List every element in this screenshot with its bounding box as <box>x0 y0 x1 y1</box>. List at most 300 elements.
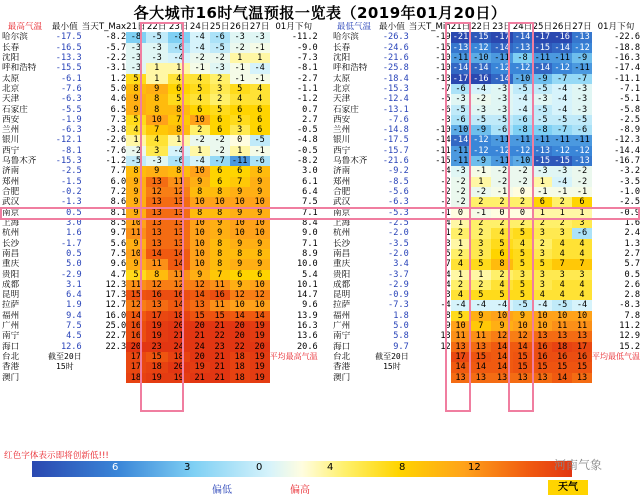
forecast-cell: -2 <box>572 166 592 176</box>
forecast-cell: 1 <box>168 63 190 73</box>
forecast-cell: 13 <box>146 218 168 228</box>
forecast-cell: 9 <box>126 94 146 104</box>
today-value: 4.7 <box>110 269 127 280</box>
forecast-cell: -12 <box>470 43 491 53</box>
today-value: -5.7 <box>105 42 127 53</box>
late-jan-value: -17.4 <box>614 63 640 74</box>
min-header-cell: 最低气温 <box>336 22 372 32</box>
forecast-cell: 13 <box>513 373 533 383</box>
forecast-cell: 5 <box>513 290 533 300</box>
forecast-cell: 5 <box>532 259 552 269</box>
min-table <box>333 22 640 383</box>
city-name: 呼和浩特 <box>2 63 37 74</box>
city-name: 南京 <box>333 207 351 218</box>
min-row <box>333 156 640 166</box>
today-value: -2 <box>440 197 451 208</box>
record-min-value: 4.5 <box>66 331 82 342</box>
late-jan-value: -1.1 <box>296 83 318 94</box>
forecast-cell: 10 <box>451 321 471 331</box>
forecast-cell: 6 <box>210 177 230 187</box>
forecast-cell: -2 <box>210 135 230 145</box>
forecast-cell: 10 <box>532 311 552 321</box>
forecast-cell: 0 <box>451 208 471 218</box>
forecast-cell: -2 <box>491 177 512 187</box>
record-min-value: -13.3 <box>55 52 82 63</box>
forecast-cell: 17 <box>126 352 146 362</box>
forecast-cell: 20 <box>250 342 270 352</box>
forecast-cell: 21 <box>168 331 190 341</box>
forecast-cell: 5 <box>190 84 210 94</box>
forecast-cell: 5 <box>491 290 512 300</box>
forecast-cell: 23 <box>210 342 230 352</box>
forecast-cell: 9 <box>513 311 533 321</box>
forecast-cell: 10 <box>126 249 146 259</box>
record-min-value: -3.7 <box>388 269 409 280</box>
forecast-cell: 12 <box>513 331 533 341</box>
min-row <box>333 373 640 383</box>
forecast-cell: 9 <box>250 239 270 249</box>
forecast-cell: -16 <box>552 32 572 42</box>
late-jan-value <box>270 373 318 383</box>
min-row <box>333 115 640 125</box>
forecast-cell: 3 <box>470 239 491 249</box>
forecast-cell: 13 <box>146 208 168 218</box>
forecast-cell: 1 <box>190 146 210 156</box>
forecast-cell: 15 <box>190 311 210 321</box>
late-jan-value: 13.6 <box>296 331 318 342</box>
forecast-cell: 20 <box>190 321 210 331</box>
today-value: -14 <box>435 135 451 146</box>
forecast-cell: -14 <box>491 43 512 53</box>
forecast-cell: -4 <box>552 84 572 94</box>
forecast-cell: 1 <box>146 74 168 84</box>
forecast-cell: 21 <box>210 373 230 383</box>
today-value: 4 <box>445 217 451 228</box>
forecast-cell: 6 <box>190 105 210 115</box>
late-jan-value: 11.2 <box>619 321 640 332</box>
forecast-cell: -17 <box>491 32 512 42</box>
forecast-cell: 10 <box>146 115 168 125</box>
forecast-cell: 10 <box>126 218 146 228</box>
record-min-value: -18.4 <box>382 73 409 84</box>
forecast-cell: 8 <box>126 166 146 176</box>
forecast-cell: 15 <box>146 352 168 362</box>
forecast-cell: 13 <box>146 300 168 310</box>
record-min-value: -2.9 <box>388 279 409 290</box>
forecast-cell: 20 <box>126 342 146 352</box>
city-name: 南京 <box>2 207 20 218</box>
min-row <box>333 32 640 42</box>
late-jan-value: -0.5 <box>296 145 318 156</box>
today-value: -5 <box>440 94 451 105</box>
city-name: 香港 <box>333 362 351 373</box>
forecast-cell: 12 <box>190 280 210 290</box>
forecast-cell: -4 <box>451 300 471 310</box>
forecast-cell: -3 <box>572 94 592 104</box>
forecast-cell: 18 <box>230 352 250 362</box>
forecast-cell: 6 <box>532 197 552 207</box>
late-jan-value: -3.2 <box>619 166 640 177</box>
late-jan-value: 2.7 <box>302 114 318 125</box>
forecast-cell: 8 <box>230 249 250 259</box>
late-jan-value: -8.3 <box>619 300 640 311</box>
forecast-cell: -8 <box>513 125 533 135</box>
forecast-cell: 24 <box>168 342 190 352</box>
forecast-cell: -15 <box>552 156 572 166</box>
forecast-cell: 11 <box>210 300 230 310</box>
forecast-cell: 10 <box>230 218 250 228</box>
forecast-cell: 12 <box>146 187 168 197</box>
forecast-cell: -4 <box>513 94 533 104</box>
forecast-cell: -1 <box>230 63 250 73</box>
colorbar-tick: 6 <box>112 462 119 473</box>
forecast-cell: 18 <box>168 311 190 321</box>
max-header-cell: 22日 <box>146 22 167 32</box>
city-name: 武汉 <box>333 197 351 208</box>
max-header-cell: 21日 <box>126 22 146 32</box>
forecast-cell: 14 <box>491 342 512 352</box>
city-name: 银川 <box>333 135 351 146</box>
forecast-cell: 4 <box>250 84 270 94</box>
forecast-cell: 4 <box>552 239 572 249</box>
min-header-cell: 26日 <box>552 22 572 32</box>
forecast-cell: 13 <box>168 218 190 228</box>
forecast-cell: 1 <box>451 218 471 228</box>
forecast-cell: 21 <box>190 373 210 383</box>
city-name: 西宁 <box>2 145 20 156</box>
today-value: 3 <box>445 290 451 301</box>
forecast-cell: 15 <box>470 352 491 362</box>
city-name: 福州 <box>333 310 351 321</box>
min-row <box>333 280 640 290</box>
forecast-cell: -11 <box>513 135 533 145</box>
late-jan-value: 14.7 <box>296 290 318 301</box>
record-min-value: -16.5 <box>55 42 82 53</box>
late-jan-value: -0.5 <box>296 125 318 136</box>
min-header-cell: 27日 <box>572 22 592 32</box>
forecast-cell: 10 <box>230 300 250 310</box>
forecast-cell: 5 <box>451 311 471 321</box>
forecast-cell: 8 <box>210 208 230 218</box>
forecast-cell: -5 <box>532 115 552 125</box>
forecast-cell: -14 <box>491 74 512 84</box>
forecast-cell: 2 <box>513 218 533 228</box>
city-name: 长沙 <box>2 238 20 249</box>
min-row <box>333 74 640 84</box>
today-value: -10 <box>435 125 451 136</box>
today-value: -1 <box>440 207 451 218</box>
forecast-cell: 7 <box>230 177 250 187</box>
record-min-value: -15.3 <box>55 156 82 167</box>
forecast-cell: -3 <box>250 32 270 42</box>
colorbar-tick: 8 <box>399 462 406 473</box>
min-row <box>333 228 640 238</box>
record-min-value: 15时 <box>56 362 74 372</box>
forecast-cell: -14 <box>532 63 552 73</box>
max-header-cell: 最高气温 <box>7 22 43 32</box>
left-22-23-highlight <box>140 22 184 412</box>
record-min-value: -2.0 <box>388 228 409 239</box>
forecast-cell: 10 <box>552 311 572 321</box>
record-min-value: 15时 <box>383 362 401 372</box>
forecast-cell: 4 <box>168 74 190 84</box>
forecast-cell: 11 <box>126 280 146 290</box>
forecast-cell: -14 <box>552 43 572 53</box>
forecast-cell: -4 <box>190 43 210 53</box>
forecast-cell: 19 <box>146 321 168 331</box>
min-row <box>333 125 640 135</box>
record-min-value: -25.8 <box>382 63 409 74</box>
forecast-cell: 8 <box>168 105 190 115</box>
record-min-value: -1.5 <box>60 176 82 187</box>
forecast-cell: -4 <box>552 177 572 187</box>
min-header-cell: 最小值 <box>379 22 405 32</box>
late-jan-value: -16.7 <box>614 156 640 167</box>
forecast-cell: 5 <box>126 74 146 84</box>
today-value: 17.3 <box>105 290 127 301</box>
city-name: 海口 <box>2 341 20 352</box>
forecast-cell: 18 <box>146 362 168 372</box>
min-row <box>333 43 640 53</box>
record-min-value: 3.0 <box>66 217 82 228</box>
forecast-cell: -13 <box>532 146 552 156</box>
forecast-cell: 1 <box>451 270 471 280</box>
max-header-cell: 26日 <box>229 22 250 32</box>
forecast-cell: 18 <box>168 352 190 362</box>
today-value: 3 <box>445 238 451 249</box>
forecast-cell: 10 <box>190 228 210 238</box>
forecast-cell: 14 <box>470 362 491 372</box>
late-jan-value: -11.2 <box>291 32 318 43</box>
right-22-highlight <box>445 22 471 412</box>
late-jan-value: 6.4 <box>302 187 318 197</box>
forecast-cell: -11 <box>532 135 552 145</box>
late-jan-value: -4.8 <box>296 135 318 146</box>
late-jan-value: 7.1 <box>302 207 318 218</box>
forecast-cell: 13 <box>572 331 592 341</box>
forecast-cell: 16 <box>532 342 552 352</box>
late-jan-value: -0.9 <box>619 207 640 218</box>
forecast-cell: 16 <box>552 352 572 362</box>
forecast-cell: 7 <box>572 259 592 269</box>
forecast-cell: -1 <box>532 187 552 197</box>
forecast-cell: 3 <box>552 228 572 238</box>
forecast-cell: -2 <box>451 187 471 197</box>
forecast-cell: -4 <box>190 156 210 166</box>
forecast-cell: 6 <box>572 197 592 207</box>
forecast-cell: 1 <box>146 63 168 73</box>
forecast-cell: 11 <box>126 228 146 238</box>
min-row <box>333 94 640 104</box>
forecast-cell: 21 <box>190 331 210 341</box>
forecast-cell: 9 <box>230 187 250 197</box>
city-name: 合肥 <box>2 187 20 197</box>
city-name: 乌鲁木齐 <box>333 156 368 167</box>
min-header-cell: 22日 <box>471 22 491 32</box>
forecast-cell: 3 <box>210 84 230 94</box>
forecast-cell: 11 <box>572 321 592 331</box>
late-jan-value: -8.9 <box>619 125 640 136</box>
colorbar-tick: 3 <box>184 462 191 473</box>
late-jan-value: 13.9 <box>296 310 318 321</box>
forecast-cell: -11 <box>572 63 592 73</box>
forecast-cell: -21 <box>452 32 469 43</box>
forecast-cell: 10 <box>250 218 270 228</box>
late-jan-value: 20.6 <box>296 341 318 352</box>
forecast-cell: -2 <box>513 177 533 187</box>
late-jan-value: 1.3 <box>624 238 640 249</box>
record-min-value: -1.3 <box>60 197 82 208</box>
today-value: 22.7 <box>105 331 127 342</box>
min-row <box>333 300 640 310</box>
forecast-cell: 5 <box>230 84 250 94</box>
forecast-cell: 9 <box>126 177 146 187</box>
forecast-cell: -11 <box>552 53 572 63</box>
forecast-cell: 5 <box>513 280 533 290</box>
forecast-cell: -2 <box>210 146 230 156</box>
forecast-cell: -10 <box>470 53 491 63</box>
forecast-cell: 2 <box>451 249 471 259</box>
forecast-cell: -9 <box>470 156 491 166</box>
late-jan-value: 2.7 <box>624 248 640 259</box>
city-name: 北京 <box>2 83 20 94</box>
today-value: -6 <box>440 104 451 115</box>
today-value: 4 <box>445 279 451 290</box>
forecast-cell: 2 <box>491 270 512 280</box>
forecast-cell: 4 <box>572 290 592 300</box>
record-min-value: -7.6 <box>388 114 409 125</box>
today-value: -3.8 <box>105 125 127 136</box>
forecast-cell: 5 <box>513 249 533 259</box>
city-name: 台北 <box>333 352 351 362</box>
forecast-cell: -5 <box>146 32 168 42</box>
forecast-cell: 6 <box>250 125 270 135</box>
record-min-value: -1.7 <box>60 238 82 249</box>
forecast-cell: -14 <box>470 63 491 73</box>
forecast-cell: 13 <box>532 331 552 341</box>
late-jan-value: 2.6 <box>624 279 640 290</box>
forecast-cell: 10 <box>190 249 210 259</box>
record-min-value: 5.0 <box>393 321 409 332</box>
forecast-cell: -12 <box>572 43 592 53</box>
city-name: 澳门 <box>333 372 351 383</box>
forecast-cell: -3 <box>532 166 552 176</box>
forecast-cell: 13 <box>451 342 471 352</box>
forecast-cell: -10 <box>513 156 533 166</box>
forecast-cell: -13 <box>572 32 592 42</box>
forecast-cell: 10 <box>230 228 250 238</box>
forecast-cell: 21 <box>210 362 230 372</box>
forecast-cell: -12 <box>513 63 533 73</box>
record-min-value: -0.2 <box>60 187 82 197</box>
forecast-cell: -12 <box>552 63 572 73</box>
forecast-cell: 9 <box>250 259 270 269</box>
today-value: -2.2 <box>105 52 127 63</box>
forecast-cell: 11 <box>146 259 168 269</box>
forecast-cell: -11 <box>230 156 250 166</box>
forecast-cell: 9 <box>126 105 146 115</box>
city-name: 呼和浩特 <box>333 63 368 74</box>
today-value: -7 <box>440 83 451 94</box>
record-min-value: 1.6 <box>66 228 82 239</box>
today-value: 13 <box>440 331 451 342</box>
forecast-cell: 21 <box>210 352 230 362</box>
forecast-cell: 9 <box>146 84 168 94</box>
today-value: 8.1 <box>110 207 127 218</box>
forecast-cell: 8 <box>210 259 230 269</box>
forecast-cell: 9 <box>230 280 250 290</box>
forecast-cell: 13 <box>146 197 168 207</box>
forecast-cell: -3 <box>552 166 572 176</box>
city-name: 石家庄 <box>2 104 28 115</box>
forecast-cell: -3 <box>230 32 250 42</box>
forecast-cell: 0 <box>513 187 533 197</box>
forecast-cell: -11 <box>491 53 512 63</box>
forecast-cell: 15 <box>513 352 533 362</box>
city-name: 拉萨 <box>333 300 351 311</box>
city-name: 杭州 <box>2 228 20 239</box>
city-name: 海口 <box>333 341 351 352</box>
min-row <box>333 362 640 372</box>
forecast-cell: -12 <box>491 146 512 156</box>
today-value: -10 <box>435 52 451 63</box>
forecast-cell: 8 <box>210 239 230 249</box>
forecast-cell: 6 <box>210 166 230 176</box>
forecast-cell: -3 <box>126 63 146 73</box>
today-value: 7.2 <box>110 187 127 197</box>
forecast-cell: 20 <box>168 362 190 372</box>
record-min-value: -1.9 <box>60 114 82 125</box>
record-min-value: -6.3 <box>388 197 409 208</box>
forecast-cell: 12 <box>168 187 190 197</box>
forecast-cell: 13 <box>470 342 491 352</box>
forecast-cell: 2 <box>491 218 512 228</box>
forecast-cell: 14 <box>190 290 210 300</box>
today-value: 12 <box>440 341 451 352</box>
forecast-cell: 13 <box>168 197 190 207</box>
forecast-cell: 0 <box>230 135 250 145</box>
forecast-cell: -14 <box>452 135 469 146</box>
forecast-cell: -13 <box>572 156 592 166</box>
min-row <box>333 342 640 352</box>
forecast-cell: -3 <box>532 94 552 104</box>
today-value: -3 <box>440 114 451 125</box>
forecast-cell: 17 <box>126 362 146 372</box>
forecast-cell: 16 <box>126 331 146 341</box>
colorbar-tick: 4 <box>327 462 334 473</box>
forecast-cell: -6 <box>572 125 592 135</box>
min-header-cell: 23日 <box>492 22 512 32</box>
forecast-cell: 4 <box>190 94 210 104</box>
forecast-cell: -11 <box>452 52 469 63</box>
city-name: 澳门 <box>2 372 20 383</box>
forecast-cell: 11 <box>451 331 471 341</box>
city-name: 台北 <box>2 352 20 362</box>
forecast-cell: 8 <box>250 166 270 176</box>
forecast-cell: 19 <box>250 362 270 372</box>
forecast-cell: -6 <box>513 115 533 125</box>
record-min-value: 3.4 <box>393 259 409 270</box>
late-jan-value: -18.8 <box>614 42 640 53</box>
min-row <box>333 135 640 145</box>
late-jan-value: 5.4 <box>302 269 318 280</box>
forecast-cell: 11 <box>210 280 230 290</box>
forecast-cell: 0 <box>491 208 512 218</box>
forecast-cell: 1 <box>532 208 552 218</box>
forecast-cell: 6 <box>230 105 250 115</box>
record-min-value: -3.5 <box>388 238 409 249</box>
forecast-cell: 11 <box>168 177 190 187</box>
